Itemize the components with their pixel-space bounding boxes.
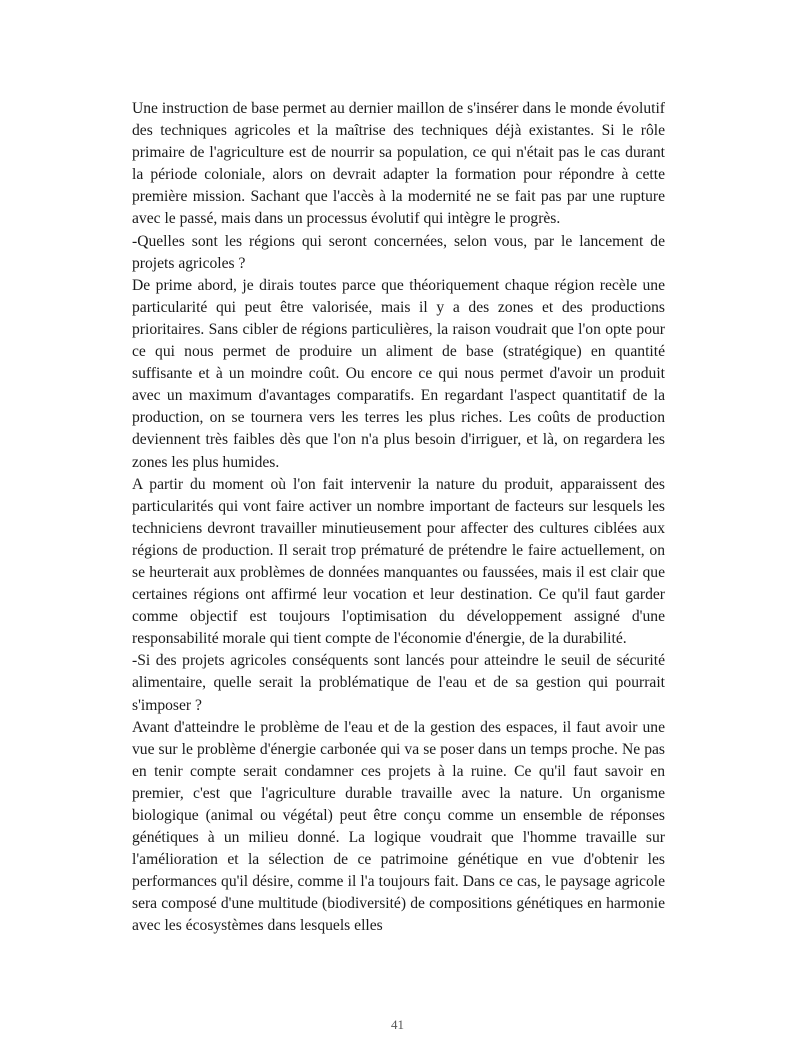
paragraph-3: A partir du moment où l'on fait intervenir la nature du produit, apparaissent des particularités qui vont faire activer un nombre important de facteurs sur lesquels les techniciens devront travailler minutieusement pour affecter des cultures ciblées aux régions de production. Il serait trop prématuré de prétendre le faire actuellement, on se heurterait aux problèmes de données manquantes ou faussées, mais il est clair que certaines régions ont affirmé leur vocation et leur destination. Ce qu'il faut garder comme objectif est toujours l'optimisation du développement assigné d'une responsabilité morale qui tient compte de l'économie d'énergie, de la durabilité. [132,475,665,648]
question-1: -Quelles sont les régions qui seront concernées, selon vous, par le lancement de projets agricoles ? [132,232,665,272]
page-number: 41 [391,1017,404,1032]
paragraph-4: Avant d'atteindre le problème de l'eau et de la gestion des espaces, il faut avoir une vue sur le problème d'énergie carbonée qui va se poser dans un temps proche. Ne pas en tenir compte serait condamner ces projets à la ruine. Ce qu'il faut savoir en premier, c'est que l'agriculture durable travaille avec la nature. Un organisme biologique (animal ou végétal) peut être conçu comme un ensemble de réponses génétiques à un milieu donné. La logique voudrait que l'homme travaille sur l'amélioration et la sélection de ce patrimoine génétique en vue d'obtenir les performances qu'il désire, comme il l'a toujours fait. Dans ce cas, le paysage agricole sera composé d'une multitude (biodiversité) de compositions génétiques en harmonie avec les écosystèmes dans lesquels elles [132,718,665,935]
paragraph-1: Une instruction de base permet au dernier maillon de s'insérer dans le monde évolutif des techniques agricoles et la maîtrise des techniques déjà existantes. Si le rôle primaire de l'agriculture est de nourrir sa population, ce qui n'était pas le cas durant la période coloniale, alors on devrait adapter la formation pour répondre à cette première mission. Sachant que l'accès à la modernité ne se fait pas par une rupture avec le passé, mais dans un processus évolutif qui intègre le progrès. [132,100,665,228]
paragraph-2: De prime abord, je dirais toutes parce que théoriquement chaque région recèle une particularité qui peut être valorisée, mais il y a des zones et des productions prioritaires. Sans cibler de régions particulières, la raison voudrait que l'on opte pour ce qui nous permet de produire un aliment de base (stratégique) en quantité suffisante et à un moindre coût. Ou encore ce qui nous permet d'avoir un produit avec un maximum d'avantages comparatifs. En regardant l'aspect quantitatif de la production, on se tournera vers les terres les plus riches. Les coûts de production deviennent très faibles dès que l'on n'a plus besoin d'irriguer, et là, on regardera les zones les plus humides. [132,276,665,471]
question-2: -Si des projets agricoles conséquents sont lancés pour atteindre le seuil de sécurité alimentaire, quelle serait la problématique de l'eau et de sa gestion qui pourrait s'imposer ? [132,652,665,714]
body-text [132,98,665,938]
